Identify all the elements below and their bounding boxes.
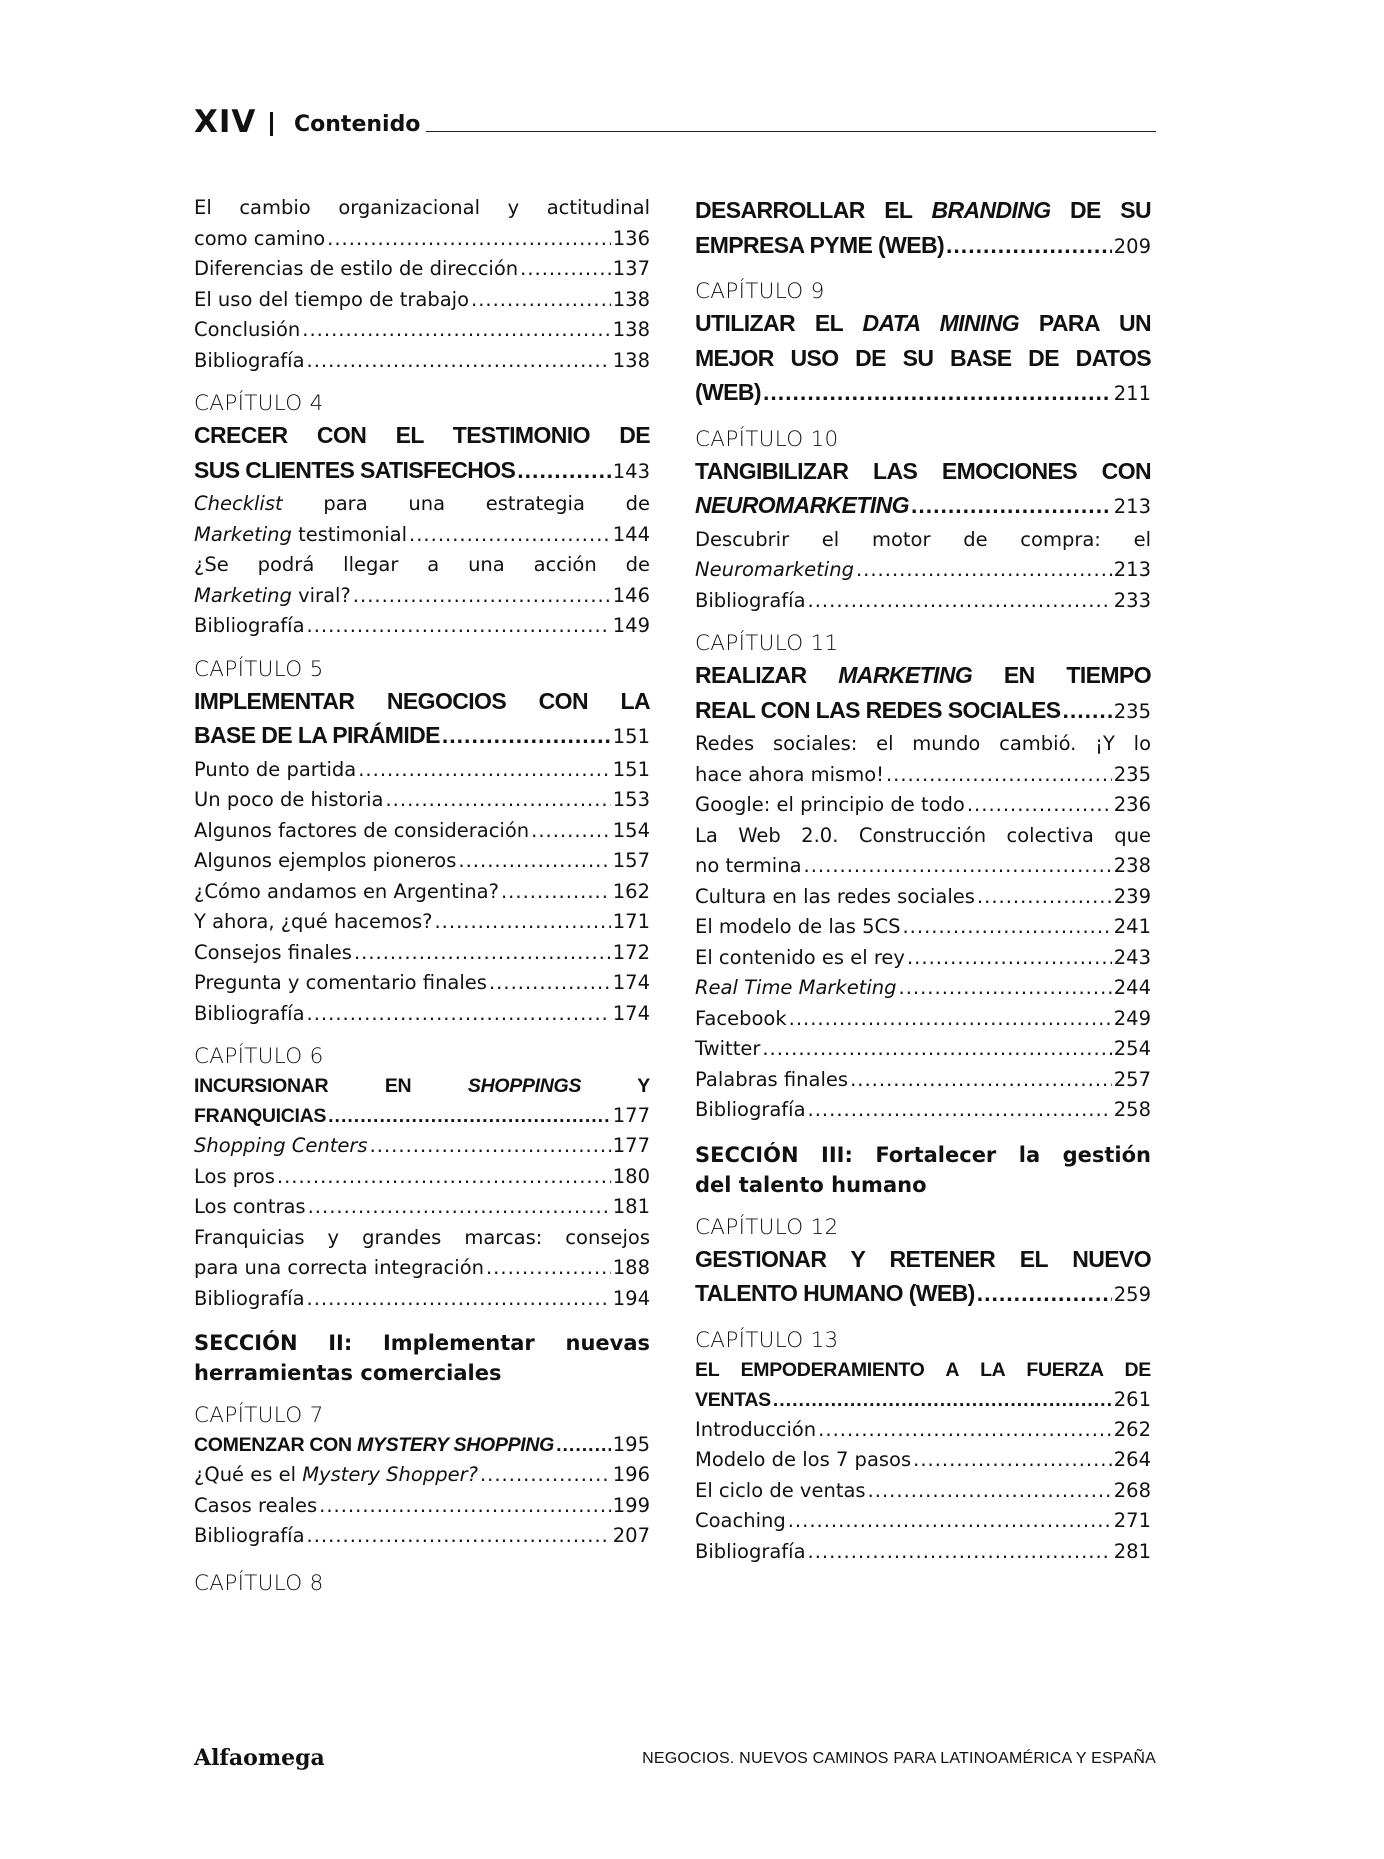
- toc-entry-text: ¿Se podrá llegar a una acción de: [194, 553, 650, 576]
- chapter-title-text: PARA UN: [1038, 310, 1151, 336]
- chapter-title[interactable]: [194, 453, 650, 490]
- chapter-title[interactable]: [695, 306, 1151, 341]
- chapter-label: CAPÍTULO 6: [194, 1044, 324, 1069]
- chapter-title-italic: DATA MINING: [862, 310, 1020, 336]
- toc-leader: [489, 968, 611, 999]
- toc-leader: [501, 877, 611, 908]
- toc-page-number: 151: [612, 757, 650, 781]
- chapter-title-text: GESTIONAR Y RETENER EL NUEVO: [695, 1245, 1151, 1272]
- toc-leader: [788, 1506, 1112, 1537]
- chapter-title-text: INCURSIONAR: [194, 1075, 329, 1097]
- toc-page-number: 138: [612, 348, 650, 372]
- toc-entry[interactable]: [695, 1445, 1151, 1476]
- toc-leader: [850, 1065, 1112, 1096]
- toc-page-number: 238: [1113, 854, 1151, 877]
- toc-entry-text: Bibliografía: [194, 1286, 305, 1310]
- toc-leader: [520, 254, 611, 285]
- toc-leader: [762, 1034, 1111, 1065]
- toc-right-column: [695, 193, 1151, 1567]
- chapter-title-text: BASE DE LA PIRÁMIDE: [194, 722, 440, 748]
- toc-entry-text: Bibliografía: [194, 1524, 305, 1547]
- chapter-title-text: TANGIBILIZAR LAS EMOCIONES CON: [695, 457, 1151, 484]
- toc-leader: [902, 912, 1111, 943]
- chapter-title[interactable]: [194, 418, 650, 453]
- toc-entry[interactable]: [194, 907, 650, 938]
- toc-leader: [517, 453, 610, 488]
- chapter-title[interactable]: [695, 454, 1151, 489]
- toc-leader: [307, 999, 611, 1030]
- toc-entry[interactable]: [695, 555, 1151, 586]
- toc-leader: [773, 1385, 1112, 1415]
- toc-entry-text: Casos reales: [194, 1493, 318, 1517]
- chapter-label: CAPÍTULO 7: [194, 1403, 324, 1428]
- toc-entry[interactable]: [194, 1491, 650, 1522]
- toc-entry-text: Los pros: [194, 1164, 275, 1188]
- toc-page-number: 146: [612, 583, 650, 607]
- chapter-title[interactable]: [695, 228, 1151, 265]
- toc-leader: [531, 816, 611, 847]
- toc-page-number: 235: [1113, 762, 1151, 786]
- toc-entry-text: Punto de partida: [194, 757, 357, 781]
- toc-page-number: 138: [612, 318, 650, 341]
- toc-page-number: 196: [612, 1463, 650, 1486]
- toc-entry[interactable]: [194, 938, 650, 969]
- chapter-label: CAPÍTULO 8: [194, 1570, 324, 1596]
- toc-leader: [277, 1162, 611, 1193]
- chapter-title-text: Y: [637, 1075, 650, 1097]
- toc-entry-text: Algunos ejemplos pioneros: [194, 849, 457, 872]
- toc-page-number: 244: [1113, 976, 1151, 999]
- toc-entry[interactable]: [695, 586, 1151, 617]
- toc-leader: [946, 228, 1112, 263]
- chapter-label: CAPÍTULO 9: [695, 279, 825, 304]
- toc-entry[interactable]: [194, 254, 650, 285]
- toc-entry[interactable]: [194, 1223, 650, 1254]
- toc-page-number: 213: [1113, 558, 1151, 581]
- toc-entry[interactable]: [695, 882, 1151, 913]
- toc-leader: [307, 1521, 611, 1552]
- toc-leader: [358, 755, 611, 786]
- toc-leader: [556, 1430, 611, 1460]
- toc-page-number: 137: [612, 257, 650, 280]
- toc-entry[interactable]: [695, 973, 1151, 1004]
- toc-entry[interactable]: [194, 550, 650, 581]
- toc-leader: [763, 375, 1112, 410]
- chapter-title[interactable]: [695, 658, 1151, 693]
- toc-entry[interactable]: [194, 581, 650, 612]
- chapter-title-text: UTILIZAR EL: [695, 310, 843, 336]
- toc-leader: [486, 1253, 611, 1284]
- chapter-title-text: TIEMPO: [1066, 662, 1151, 688]
- toc-entry-text: para una estrategia de: [323, 492, 650, 515]
- toc-entry-text: Un poco de historia: [194, 788, 384, 811]
- toc-entry[interactable]: [194, 846, 650, 877]
- chapter-label: CAPÍTULO 13: [695, 1327, 839, 1353]
- toc-leader: [319, 1491, 611, 1522]
- toc-page-number: 258: [1113, 1098, 1151, 1121]
- section-heading[interactable]: [194, 1328, 650, 1358]
- chapter-title-text: MEJOR USO DE SU BASE DE DATOS: [695, 344, 1151, 371]
- toc-leader: [458, 846, 610, 877]
- toc-leader: [308, 1192, 611, 1223]
- toc-page-number: 174: [612, 1001, 650, 1025]
- toc-entry-text: hace ahora mismo!: [695, 762, 884, 786]
- toc-page-number: 188: [612, 1256, 650, 1279]
- toc-leader: [967, 790, 1112, 821]
- chapter-title[interactable]: [194, 684, 650, 719]
- toc-entry-text: Bibliografía: [194, 614, 305, 637]
- toc-entry-text: no termina: [695, 854, 802, 877]
- toc-entry-text: ¿Cómo andamos en Argentina?: [194, 879, 499, 903]
- toc-page-number: 199: [612, 1493, 650, 1517]
- toc-leader: [868, 1476, 1112, 1507]
- toc-page-number: 249: [1113, 1006, 1151, 1030]
- chapter-title-text: COMENZAR CON: [194, 1434, 352, 1456]
- toc-entry-text: ¿Qué es el: [194, 1463, 297, 1486]
- chapter-title-text: (WEB): [695, 379, 761, 405]
- chapter-title[interactable]: [194, 1101, 650, 1131]
- chapter-label: CAPÍTULO 5: [194, 656, 324, 682]
- toc-page-number: 209: [1113, 234, 1151, 258]
- toc-entry[interactable]: [695, 1004, 1151, 1035]
- chapter-title-text: DESARROLLAR EL: [695, 197, 912, 223]
- toc-page-number: 138: [612, 287, 650, 311]
- toc-leader: [977, 1276, 1112, 1311]
- toc-entry[interactable]: [194, 346, 650, 377]
- toc-entry-text: Facebook: [695, 1006, 787, 1030]
- toc-page-number: 143: [612, 459, 650, 483]
- chapter-title-text: VENTAS: [695, 1388, 771, 1411]
- toc-leader: [307, 1284, 611, 1315]
- toc-leader: [307, 346, 611, 377]
- toc-page-number: 171: [612, 910, 650, 933]
- publisher-name: Alfaomega: [194, 1745, 325, 1771]
- toc-entry[interactable]: [194, 816, 650, 847]
- chapter-title[interactable]: [695, 375, 1151, 412]
- section-heading-text: SECCIÓN III: Fortalecer la gestión: [695, 1142, 1151, 1167]
- chapter-title[interactable]: [695, 488, 1151, 525]
- chapter-title-text: REAL CON LAS REDES SOCIALES: [695, 696, 1061, 723]
- toc-page-number: 207: [612, 1524, 650, 1547]
- chapter-title-italic: MYSTERY SHOPPING: [356, 1434, 555, 1456]
- toc-entry-text: Consejos finales: [194, 940, 352, 964]
- chapter-title-text: FRANQUICIAS: [194, 1105, 327, 1127]
- header-divider: [270, 112, 273, 136]
- toc-entry-text: Introducción: [695, 1417, 817, 1441]
- toc-entry-italic: Neuromarketing: [695, 558, 854, 581]
- toc-entry-italic: Marketing: [194, 522, 292, 546]
- toc-leader: [307, 611, 611, 642]
- toc-entry-text: El cambio organizacional y actitudinal: [194, 196, 650, 219]
- toc-page-number: 243: [1113, 945, 1151, 969]
- chapter-label: CAPÍTULO 12: [695, 1214, 839, 1240]
- toc-entry[interactable]: [695, 729, 1151, 760]
- chapter-title-text: CRECER CON EL TESTIMONIO DE: [194, 422, 650, 448]
- toc-page-number: 239: [1113, 884, 1151, 908]
- toc-page-number: 177: [612, 1104, 650, 1127]
- toc-page-number: 180: [612, 1164, 650, 1188]
- toc-page-number: 261: [1113, 1387, 1151, 1411]
- toc-leader: [353, 581, 611, 612]
- toc-leader: [442, 718, 611, 753]
- chapter-title[interactable]: [695, 693, 1151, 730]
- toc-entry[interactable]: [194, 285, 650, 316]
- toc-leader: [1062, 693, 1111, 728]
- toc-entry[interactable]: [194, 1253, 650, 1284]
- section-heading-text: herramientas comerciales: [194, 1361, 502, 1385]
- page-title: Contenido: [294, 112, 421, 137]
- toc-entry-text: Coaching: [695, 1509, 786, 1532]
- toc-entry-text: El contenido es el rey: [695, 945, 905, 969]
- toc-page-number: 149: [612, 614, 650, 637]
- toc-leader: [899, 973, 1112, 1004]
- toc-entry-text: Google: el principio de todo: [695, 793, 965, 816]
- toc-entry[interactable]: [194, 611, 650, 642]
- toc-leader: [327, 224, 611, 255]
- toc-leader: [789, 1004, 1112, 1035]
- toc-entry[interactable]: [194, 968, 650, 999]
- toc-leader: [354, 938, 611, 969]
- toc-entry[interactable]: [194, 1521, 650, 1552]
- toc-entry[interactable]: [194, 1460, 650, 1491]
- toc-leader: [328, 1101, 611, 1131]
- toc-leader: [385, 785, 610, 816]
- toc-page-number: 262: [1113, 1417, 1151, 1441]
- toc-entry[interactable]: [194, 193, 650, 224]
- page-number: XIV: [194, 104, 257, 140]
- toc-leader: [370, 1131, 611, 1162]
- toc-page-number: 211: [1113, 382, 1151, 405]
- toc-entry-text: testimonial: [298, 522, 408, 546]
- chapter-title[interactable]: [194, 1430, 650, 1460]
- toc-entry-text: para una correcta integración: [194, 1256, 484, 1279]
- toc-entry-text: como camino: [194, 226, 326, 250]
- toc-page-number: 174: [612, 971, 650, 994]
- toc-entry-text: viral?: [298, 583, 351, 607]
- toc-entry-text: Los contras: [194, 1195, 306, 1218]
- chapter-title-text: SUS CLIENTES SATISFECHOS: [194, 456, 516, 483]
- toc-entry-text: Y ahora, ¿qué hacemos?: [194, 910, 433, 933]
- toc-page-number: 271: [1113, 1509, 1151, 1532]
- chapter-title-text: DE SU: [1070, 197, 1152, 223]
- toc-entry-text: Diferencias de estilo de dirección: [194, 257, 519, 280]
- toc-leader: [471, 285, 611, 316]
- toc-entry-text: Bibliografía: [695, 1098, 806, 1121]
- toc-entry-italic: Shopping Centers: [194, 1134, 368, 1157]
- chapter-title[interactable]: [695, 341, 1151, 376]
- toc-page-number: 154: [612, 818, 650, 842]
- toc-entry-text: Bibliografía: [695, 1539, 806, 1563]
- toc-leader: [913, 1445, 1112, 1476]
- chapter-title[interactable]: [695, 1276, 1151, 1313]
- toc-left-column: [194, 193, 650, 1598]
- toc-leader: [886, 760, 1112, 791]
- toc-page-number: 268: [1113, 1478, 1151, 1502]
- toc-entry-text: Twitter: [695, 1037, 761, 1060]
- toc-entry[interactable]: [695, 821, 1151, 852]
- chapter-title[interactable]: [695, 1385, 1151, 1415]
- chapter-title-italic: NEUROMARKETING: [695, 492, 909, 518]
- toc-page-number: 233: [1113, 588, 1151, 612]
- toc-leader: [808, 586, 1112, 617]
- toc-page-number: 194: [612, 1286, 650, 1310]
- toc-entry[interactable]: [695, 943, 1151, 974]
- chapter-label: CAPÍTULO 11: [695, 631, 839, 656]
- toc-entry[interactable]: [194, 489, 650, 520]
- book-title: NEGOCIOS. NUEVOS CAMINOS PARA LATINOAMÉRICA Y ESPAÑA: [642, 1750, 1156, 1767]
- toc-entry[interactable]: [695, 1506, 1151, 1537]
- chapter-title[interactable]: [194, 1071, 650, 1101]
- toc-page-number: 195: [612, 1433, 650, 1456]
- toc-entry[interactable]: [194, 224, 650, 255]
- page-header: [194, 100, 1156, 140]
- toc-entry-text: Redes sociales: el mundo cambió. ¡Y lo: [695, 732, 1151, 755]
- toc-entry-text: El uso del tiempo de trabajo: [194, 287, 469, 311]
- toc-entry[interactable]: [194, 1131, 650, 1162]
- chapter-title-italic: BRANDING: [931, 197, 1051, 223]
- toc-page-number: 136: [612, 226, 650, 250]
- section-heading[interactable]: [695, 1170, 1151, 1200]
- toc-entry-text: Modelo de los 7 pasos: [695, 1448, 912, 1471]
- chapter-title[interactable]: [695, 1242, 1151, 1277]
- toc-page-number: 254: [1113, 1037, 1151, 1060]
- toc-leader: [302, 315, 610, 346]
- toc-entry[interactable]: [695, 1537, 1151, 1568]
- section-heading[interactable]: [695, 1140, 1151, 1170]
- toc-entry[interactable]: [194, 755, 650, 786]
- toc-page-number: 241: [1113, 915, 1151, 938]
- chapter-title-text: EN: [384, 1075, 412, 1097]
- toc-entry-text: Palabras finales: [695, 1067, 849, 1091]
- toc-entry[interactable]: [695, 1415, 1151, 1446]
- toc-entry[interactable]: [695, 1034, 1151, 1065]
- toc-leader: [808, 1095, 1112, 1126]
- chapter-title-italic: SHOPPINGS: [467, 1075, 582, 1097]
- toc-entry[interactable]: [194, 520, 650, 551]
- toc-entry-italic: Mystery Shopper?: [302, 1463, 478, 1486]
- toc-entry-text: Bibliografía: [695, 588, 806, 612]
- toc-entry[interactable]: [695, 525, 1151, 556]
- toc-entry-text: Cultura en las redes sociales: [695, 884, 975, 908]
- toc-entry[interactable]: [194, 1162, 650, 1193]
- toc-entry[interactable]: [695, 912, 1151, 943]
- toc-leader: [808, 1537, 1112, 1568]
- section-heading-text: del talento humano: [695, 1172, 927, 1197]
- toc-leader: [977, 882, 1112, 913]
- chapter-label: CAPÍTULO 10: [695, 426, 839, 452]
- toc-entry-text: La Web 2.0. Construcción colectiva que: [695, 823, 1151, 847]
- toc-page-number: 172: [612, 940, 650, 964]
- toc-leader: [818, 1415, 1112, 1446]
- section-heading[interactable]: [194, 1358, 650, 1388]
- toc-leader: [804, 851, 1112, 882]
- toc-entry[interactable]: [194, 315, 650, 346]
- chapter-title-text: EN: [1003, 662, 1035, 688]
- toc-entry[interactable]: [194, 1192, 650, 1223]
- toc-leader: [856, 555, 1112, 586]
- toc-entry-italic: Marketing: [194, 583, 292, 607]
- toc-entry[interactable]: [194, 785, 650, 816]
- toc-entry-text: El modelo de las 5CS: [695, 915, 901, 938]
- toc-entry[interactable]: [194, 877, 650, 908]
- chapter-title-italic: MARKETING: [838, 662, 973, 688]
- toc-entry-text: Conclusión: [194, 318, 301, 341]
- chapter-title-text: REALIZAR: [695, 662, 807, 688]
- toc-entry-text: Pregunta y comentario finales: [194, 971, 487, 994]
- toc-entry-text: Descubrir el motor de compra: el: [695, 527, 1151, 551]
- toc-page-number: 236: [1113, 793, 1151, 816]
- toc-entry[interactable]: [695, 760, 1151, 791]
- toc-entry[interactable]: [194, 999, 650, 1030]
- toc-leader: [434, 907, 610, 938]
- toc-entry-italic: Checklist: [194, 492, 283, 515]
- toc-page-number: 264: [1113, 1448, 1151, 1471]
- toc-entry[interactable]: [695, 1476, 1151, 1507]
- chapter-title[interactable]: [695, 193, 1151, 228]
- toc-page-number: 144: [612, 522, 650, 546]
- toc-page-number: 151: [612, 725, 650, 748]
- toc-page-number: 213: [1113, 495, 1151, 518]
- toc-page-number: 235: [1113, 699, 1151, 723]
- toc-leader: [480, 1460, 611, 1491]
- chapter-title-text: EMPRESA PYME (WEB): [695, 231, 945, 258]
- chapter-title-text: IMPLEMENTAR NEGOCIOS CON LA: [194, 687, 650, 714]
- toc-page-number: 177: [612, 1134, 650, 1157]
- toc-leader: [409, 520, 611, 551]
- chapter-title-text: TALENTO HUMANO (WEB): [695, 1280, 975, 1306]
- toc-page-number: 153: [612, 788, 650, 811]
- toc-entry[interactable]: [194, 1284, 650, 1315]
- toc-entry[interactable]: [695, 1095, 1151, 1126]
- toc-entry[interactable]: [695, 851, 1151, 882]
- chapter-title[interactable]: [695, 1355, 1151, 1385]
- toc-entry-italic: Real Time Marketing: [695, 976, 897, 999]
- toc-entry[interactable]: [695, 1065, 1151, 1096]
- toc-entry-text: Bibliografía: [194, 1001, 305, 1025]
- toc-entry-text: Bibliografía: [194, 348, 305, 372]
- toc-page-number: 157: [612, 849, 650, 872]
- toc-page-number: 162: [612, 879, 650, 903]
- toc-entry-text: Algunos factores de consideración: [194, 818, 530, 842]
- toc-page-number: 281: [1113, 1539, 1151, 1563]
- toc-page-number: 181: [612, 1195, 650, 1218]
- toc-page-number: 257: [1113, 1067, 1151, 1091]
- chapter-title[interactable]: [194, 718, 650, 755]
- header-rule: [426, 131, 1156, 132]
- toc-entry[interactable]: [695, 790, 1151, 821]
- chapter-label: CAPÍTULO 4: [194, 391, 324, 416]
- toc-page-number: 259: [1113, 1283, 1151, 1306]
- toc-entry-text: El ciclo de ventas: [695, 1478, 866, 1502]
- toc-leader: [911, 488, 1112, 523]
- toc-entry-text: Franquicias y grandes marcas: consejos: [194, 1225, 650, 1249]
- toc-leader: [907, 943, 1112, 974]
- chapter-title-text: EL EMPODERAMIENTO A LA FUERZA DE: [695, 1358, 1151, 1381]
- section-heading-text: SECCIÓN II: Implementar nuevas: [194, 1331, 650, 1355]
